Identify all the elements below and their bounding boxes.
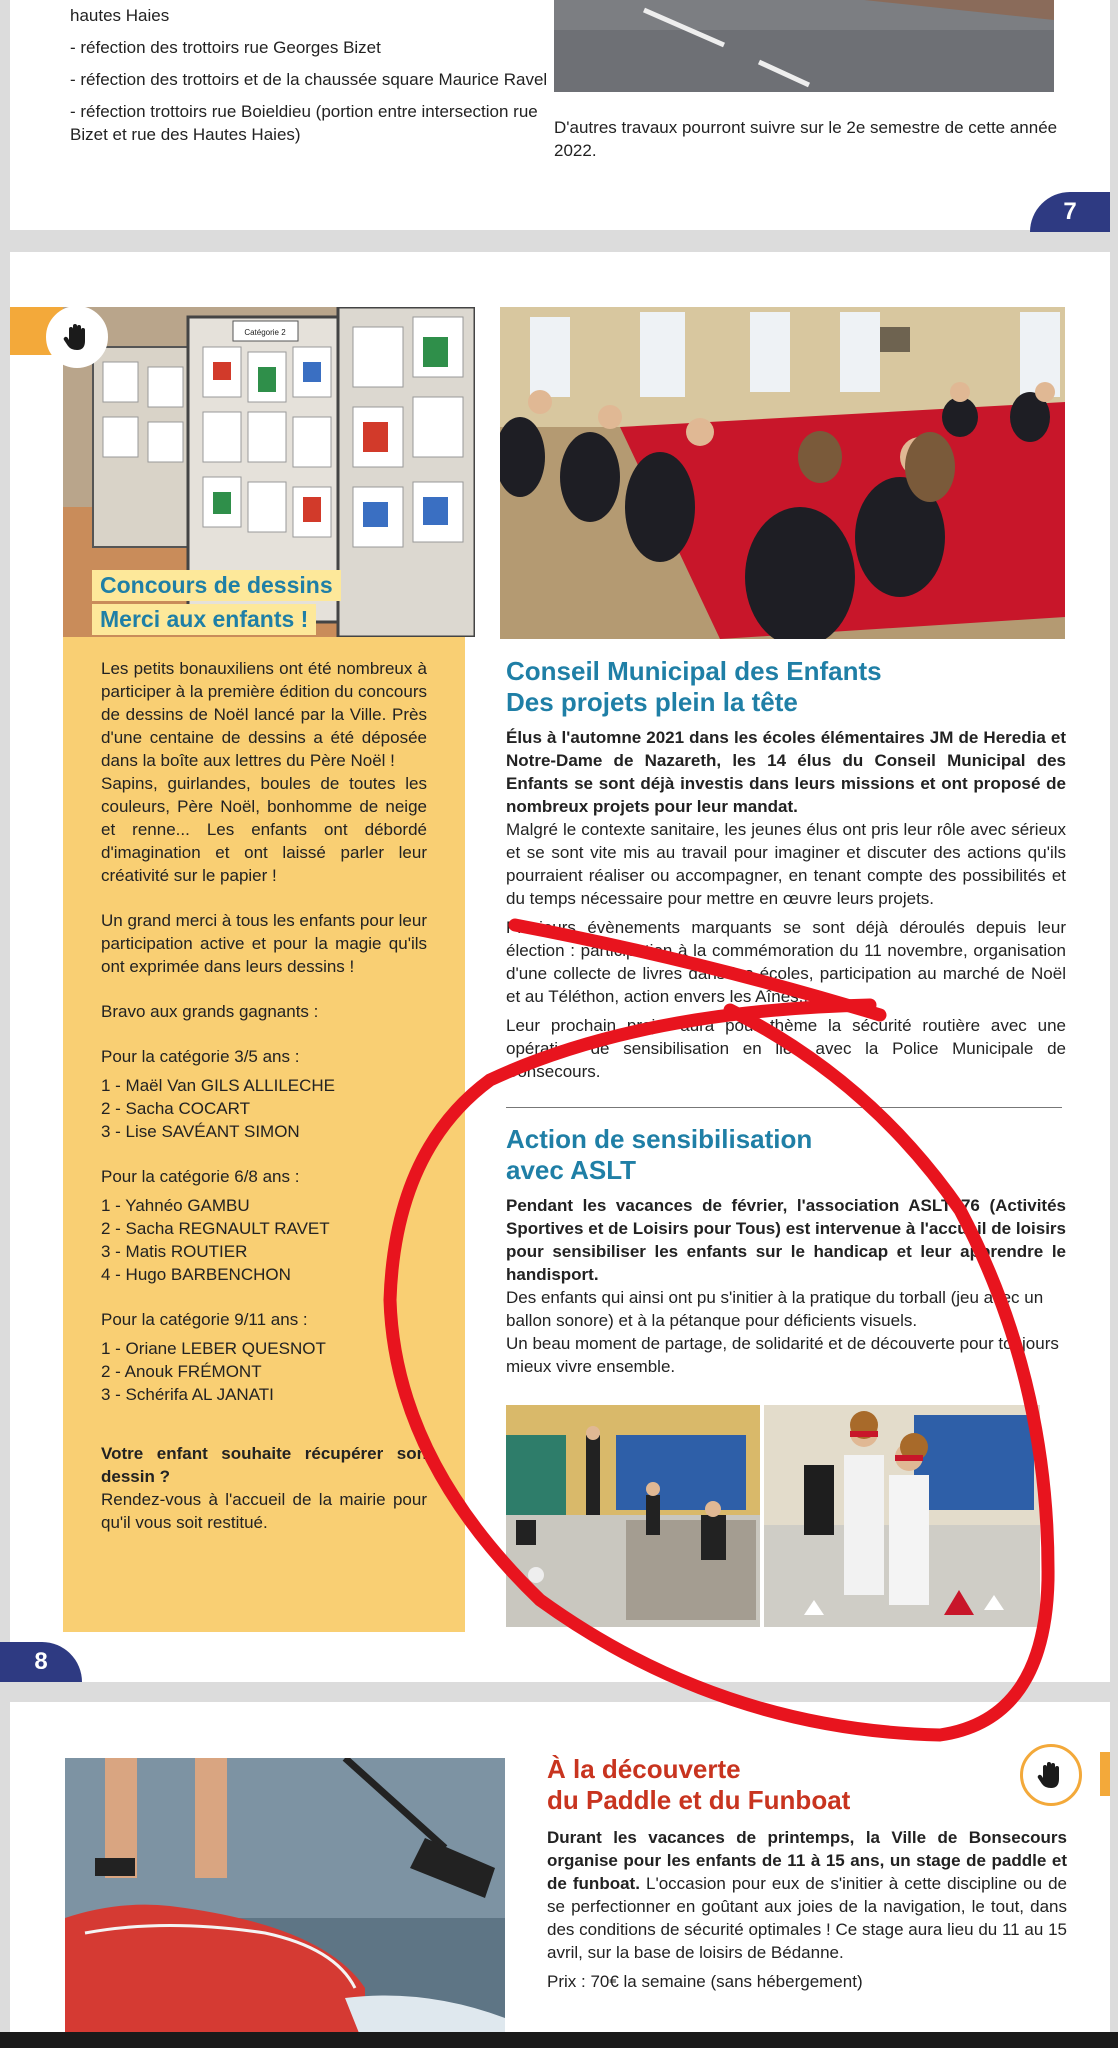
blindfold-game-image	[764, 1405, 1040, 1627]
torball-photo	[506, 1405, 760, 1627]
winner-item: 3 - Lise SAVÉANT SIMON	[101, 1122, 300, 1141]
winner-item: 2 - Anouk FRÉMONT	[101, 1362, 262, 1381]
winner-item: 2 - Sacha REGNAULT RAVET	[101, 1219, 330, 1238]
winner-item: 1 - Yahnéo GAMBU	[101, 1196, 250, 1215]
hand-icon	[60, 320, 94, 354]
aslt-title-2: avec ASLT	[506, 1155, 637, 1185]
road-photo	[554, 0, 1054, 92]
works-line: hautes Haies	[70, 6, 170, 25]
contest-thanks: Un grand merci à tous les enfants pour leur participation active et pour la magie qu'ils ont exprimée dans leurs dessins !	[101, 911, 428, 976]
council-para-1: Malgré le contexte sanitaire, les jeunes élus ont pris leur rôle avec sérieux et se sont vite mis au travail pour imaginer et discuter des actions qu'ils pourraient réaliser ou accompagner, en tenant compte des possibilités et du temps nécessaire pour mettre en œuvre leurs projets.	[506, 820, 1066, 908]
category-title: Pour la catégorie 6/8 ans :	[101, 1167, 300, 1186]
works-line: - réfection des trottoirs et de la chaussée square Maurice Ravel	[70, 70, 548, 89]
contest-tag-2: Merci aux enfants !	[92, 604, 316, 635]
winner-item: 1 - Maël Van GILS ALLILECHE	[101, 1076, 336, 1095]
paddle-lead-rest: L'occasion pour eux de s'initier à cette discipline ou de se perfectionner en goûtant aux joies de la navigation, le tout, dans des conditions de sécurité optimales ! Ce stage aura lieu du 11 au 15 avril, sur la base de loisirs de Bédanne.	[547, 1874, 1067, 1962]
council-title-2: Des projets plein la tête	[506, 687, 798, 717]
bottom-bar	[0, 2032, 1118, 2048]
council-para-2: Plusieurs évènements marquants se sont déjà déroulés depuis leur élection : participation à la commémoration du 11 novembre, organisation d'une collecte de livres dans les écoles, participation au marché de Noël et au Téléthon, action envers les Aînés...	[506, 918, 1066, 1006]
hand-logo-icon	[46, 306, 108, 368]
contest-text-box	[63, 637, 465, 1632]
works-list	[70, 4, 550, 146]
category-title: Pour la catégorie 3/5 ans :	[101, 1047, 300, 1066]
council-lead: Élus à l'automne 2021 dans les écoles élémentaires JM de Heredia et Notre-Dame de Nazareth, les 14 élus du Conseil Municipal des Enfants se sont déjà investis dans leurs missions et ont proposé de nombreux projets pour leur mandat.	[506, 728, 1066, 816]
aslt-article	[506, 1124, 1066, 1378]
council-article	[506, 656, 1066, 1083]
contest-tag-1: Concours de dessins	[92, 570, 341, 601]
page-number-text: 8	[34, 1648, 48, 1675]
council-photo	[500, 307, 1065, 639]
works-line: - réfection trottoirs rue Boieldieu (portion entre intersection rue Bizet et rue des Hautes Haies)	[70, 102, 538, 144]
pickup-text: Rendez-vous à l'accueil de la mairie pour qu'il vous soit restitué.	[101, 1490, 427, 1532]
section-divider	[506, 1107, 1062, 1108]
aslt-para-2: Un beau moment de partage, de solidarité et de découverte pour toujours mieux vivre ensemble.	[506, 1334, 1059, 1376]
page-7	[10, 0, 1110, 230]
accent-stripe	[1100, 1752, 1110, 1796]
category-block	[101, 1045, 427, 1143]
page-9	[10, 1702, 1110, 2048]
pickup-question: Votre enfant souhaite récupérer son dessin ?	[101, 1444, 427, 1486]
winner-item: 3 - Matis ROUTIER	[101, 1242, 248, 1261]
works-note: D'autres travaux pourront suivre sur le 2e semestre de cette année 2022.	[554, 118, 1058, 160]
winner-item: 3 - Schérifa AL JANATI	[101, 1385, 274, 1404]
contest-intro-1: Les petits bonauxiliens ont été nombreux à participer à la première édition du concours de dessins de Noël lancé par la Ville. Près d'une centaine de dessins a été déposée dans la boîte aux lettres du Père Noël !	[101, 659, 428, 770]
blindfold-photo	[764, 1405, 1040, 1627]
paddle-board-image	[65, 1758, 505, 2048]
hand-icon	[1034, 1758, 1068, 1792]
paddle-lead-bold: Durant les vacances de printemps, la Ville de Bonsecours organise pour les enfants de 11 à 15 ans, un stage de paddle et de funboat.	[547, 1828, 1067, 1893]
hand-logo-icon	[1020, 1744, 1082, 1806]
category-title: Pour la catégorie 9/11 ans :	[101, 1310, 308, 1329]
contest-intro-2: Sapins, guirlandes, boules de toutes les couleurs, Père Noël, bonhomme de neige et renne... Les enfants ont débordé d'imagination et ont laissé parler leur créativité sur le papier !	[101, 774, 427, 885]
contest-text	[101, 657, 427, 1534]
winners-intro: Bravo aux grands gagnants :	[101, 1002, 319, 1021]
paddle-title-2: du Paddle et du Funboat	[547, 1785, 851, 1815]
winner-item: 2 - Sacha COCART	[101, 1099, 250, 1118]
winner-item: 1 - Oriane LEBER QUESNOT	[101, 1339, 326, 1358]
paddle-lead	[547, 1826, 1067, 1964]
aslt-para-1: Des enfants qui ainsi ont pu s'initier à la pratique du torball (jeu avec un ballon sonore) et à la pétanque pour déficients visuels.	[506, 1288, 1044, 1330]
works-line: - réfection des trottoirs rue Georges Bizet	[70, 38, 381, 57]
paddle-article	[547, 1754, 1067, 1993]
page-number	[0, 1642, 82, 1682]
paddle-price: Prix : 70€ la semaine (sans hébergement)	[547, 1972, 863, 1991]
council-meeting-image	[500, 307, 1065, 639]
aslt-title-1: Action de sensibilisation	[506, 1124, 813, 1154]
winner-item: 4 - Hugo BARBENCHON	[101, 1265, 291, 1284]
photo-category-label: Catégorie 2	[244, 328, 286, 337]
council-title-1: Conseil Municipal des Enfants	[506, 656, 882, 686]
page-8	[10, 252, 1110, 1682]
council-para-3: Leur prochain projet aura pour thème la sécurité routière avec une opération de sensibilisation en lien avec la Police Municipale de Bonsecours.	[506, 1016, 1066, 1081]
paddle-title-1: À la découverte	[547, 1754, 741, 1784]
torball-image	[506, 1405, 760, 1627]
page-number-text: 7	[1063, 198, 1077, 225]
aslt-lead: Pendant les vacances de février, l'association ASLT 76 (Activités Sportives et de Loisirs pour Tous) est intervenue à l'accueil de loisirs pour sensibiliser les enfants sur le handicap et leur apprendre le handisport.	[506, 1196, 1066, 1284]
road-image	[554, 0, 1054, 92]
page-number	[1030, 192, 1110, 232]
paddle-photo	[65, 1758, 505, 2048]
category-block	[101, 1308, 427, 1406]
category-block	[101, 1165, 427, 1286]
